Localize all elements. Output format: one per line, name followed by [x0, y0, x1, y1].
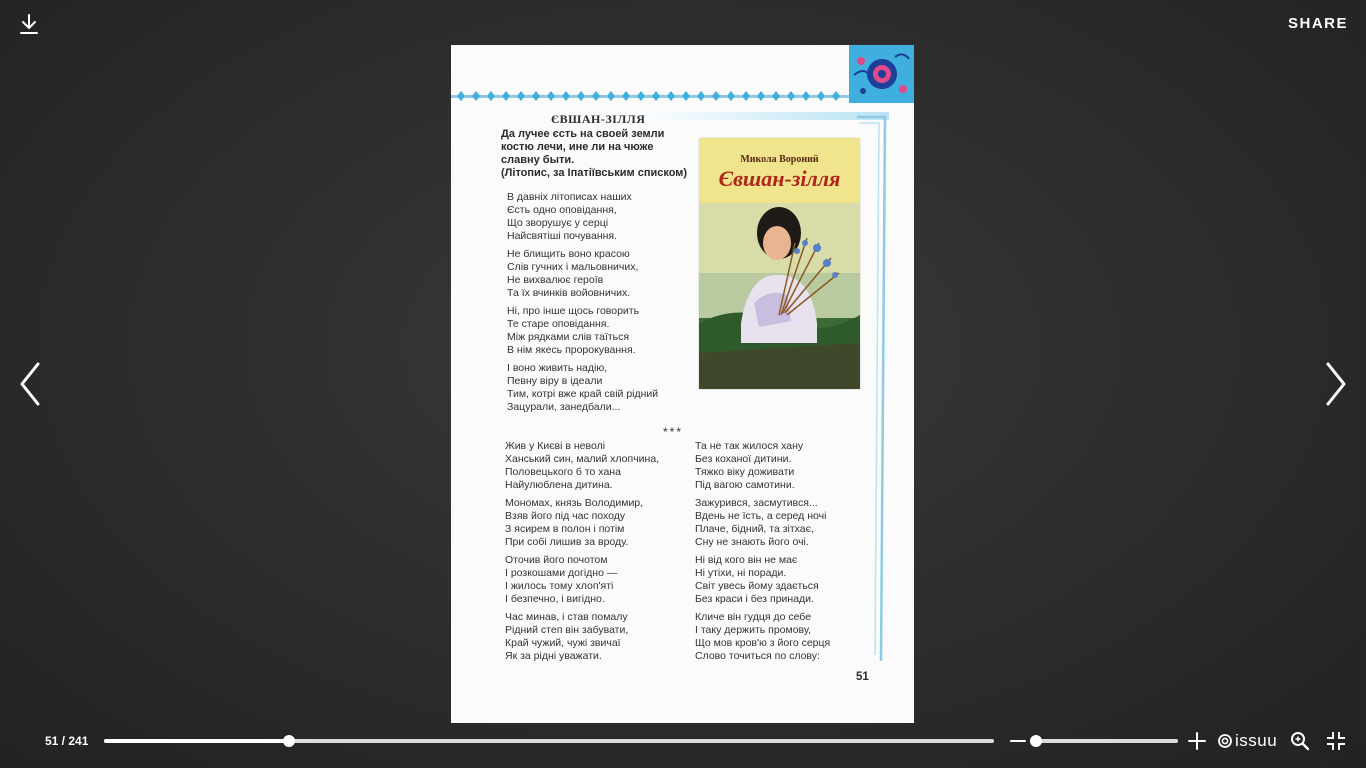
verse-line: Рідний степ він забувати, [505, 624, 629, 636]
verse-line: Плаче, бідний, та зітхає, [695, 523, 814, 535]
verse-line: Не блищить воно красою [507, 248, 630, 260]
page-number: 51 [856, 671, 869, 683]
document-page[interactable] [451, 45, 914, 723]
flower-ornament-icon [849, 45, 914, 103]
stanza [507, 362, 658, 414]
verse-line: Те старе оповідання. [507, 318, 610, 330]
minus-icon [1010, 731, 1026, 751]
book-cover-image [699, 138, 860, 389]
share-button[interactable]: SHARE [1287, 15, 1348, 32]
verse-line: Без краси і без принади. [695, 593, 814, 605]
stanza [505, 554, 617, 606]
page-frame [857, 115, 889, 663]
stanza [505, 497, 643, 549]
verse-line: І воно живить надію, [507, 362, 608, 374]
search-button[interactable] [1290, 731, 1310, 751]
verse-line: З ясирем в полон і потім [505, 523, 625, 535]
epigraph-line: Да лучее єсть на своей земли [501, 128, 665, 140]
verse-line: Що зворушує у серці [507, 217, 609, 229]
stanza [505, 611, 628, 663]
stanza [695, 497, 826, 549]
previous-page-button[interactable] [16, 360, 44, 408]
verse-line: Найсвятіші почування. [507, 230, 618, 242]
zoom-out-button[interactable] [1010, 731, 1026, 751]
stanza [695, 440, 803, 492]
verse-line: Без коханої дитини. [695, 453, 792, 465]
verse-line: Та їх вчинків войовничих. [507, 287, 631, 299]
next-page-button[interactable] [1322, 360, 1350, 408]
epigraph-line: костю лечи, ине ли на чюже [501, 141, 654, 153]
zoom-handle[interactable] [1030, 735, 1042, 747]
verse-line: Ні, про інше щось говорить [507, 305, 640, 317]
verse-line: Тим, котрі вже край свій рідний [507, 388, 659, 400]
verse-line: Сну не знають його очі. [695, 536, 809, 548]
verse-line: Оточив його почотом [505, 554, 608, 566]
zoom-slider[interactable] [1030, 739, 1178, 743]
verse-line: Тяжко віку доживати [695, 466, 795, 478]
verse-line: Зацурали, занедбали... [507, 401, 621, 413]
ornament-corner [849, 45, 914, 103]
ornament-pattern [455, 89, 849, 103]
verse-line: Ні від кого він не має [695, 554, 798, 566]
brand-name: issuu [1235, 731, 1278, 750]
download-icon [18, 12, 40, 36]
top-toolbar [0, 0, 1366, 46]
progress-handle[interactable] [283, 735, 295, 747]
verse-line: Світ увесь йому здається [695, 580, 819, 592]
plus-icon [1188, 732, 1206, 750]
verse-line: Найулюблена дитина. [505, 479, 613, 491]
verse-line: І безпечно, і вигідно. [505, 593, 605, 605]
issuu-logo-link[interactable] [1218, 732, 1277, 750]
verse-line: Певну віру в ідеали [507, 375, 603, 387]
epigraph-line: славну быти. [501, 154, 575, 166]
verse-line: Кличе він гудця до себе [695, 611, 812, 623]
stanza [695, 611, 830, 663]
verse-line: Між рядками слів таїться [507, 331, 630, 343]
stanza [507, 248, 638, 300]
verse-line: Ні утіхи, ні поради. [695, 567, 787, 579]
verse-line: Що мов кров'ю з його серця [695, 637, 831, 649]
page-progress-slider[interactable] [104, 739, 994, 743]
cover-author: Микола Вороний [740, 154, 819, 165]
verse-line: Як за рідні уважати. [505, 650, 602, 662]
stanza [505, 440, 659, 492]
verse-line: Під вагою самотини. [695, 479, 795, 491]
verse-line: В нім якесь пророкування. [507, 344, 636, 356]
search-zoom-icon [1290, 731, 1310, 751]
verse-line: Жив у Києві в неволі [505, 440, 606, 452]
issuu-logo-icon [1218, 734, 1232, 748]
chevron-left-icon [16, 360, 44, 408]
progress-fill [104, 739, 289, 743]
verse-line: Взяв його під час походу [505, 510, 626, 522]
section-separator: *** [663, 425, 684, 439]
verse-line: В давніх літописах наших [507, 191, 632, 203]
title-decoration [627, 112, 889, 120]
verse-line: Не вихвалює героїв [507, 274, 604, 286]
chevron-right-icon [1322, 360, 1350, 408]
download-button[interactable] [18, 12, 40, 36]
cover-illustration [699, 203, 860, 389]
poem-title: ЄВШАН-ЗІЛЛЯ [551, 112, 646, 126]
verse-line: Єсть одно оповідання, [507, 204, 617, 216]
verse-line: Край чужий, чужі звичаї [505, 637, 621, 649]
bottom-toolbar [0, 724, 1366, 768]
zoom-in-button[interactable] [1188, 732, 1206, 750]
epigraph-source: (Літопис, за Іпатіївським списком) [501, 167, 688, 179]
verse-line: Час минав, і став помалу [505, 611, 628, 623]
verse-line: І таку держить промову, [695, 624, 812, 636]
verse-line: І розкошами догідно — [505, 567, 618, 579]
verse-line: Вдень не їсть, а серед ночі [695, 510, 827, 522]
stanza [507, 305, 639, 357]
verse-line: Ханський син, малий хлопчина, [505, 453, 660, 465]
verse-line: При собі лишив за вроду. [505, 536, 629, 548]
verse-line: Половецького б то хана [505, 466, 621, 478]
exit-fullscreen-button[interactable] [1326, 731, 1346, 751]
verse-line: Слів гучних і мальовничих, [507, 261, 639, 273]
cover-title: Євшан-зілля [718, 166, 841, 191]
exit-fullscreen-icon [1326, 731, 1346, 751]
verse-line: І жилось тому хлоп'яті [505, 580, 614, 592]
verse-line: Та не так жилося хану [695, 440, 804, 452]
epigraph [501, 128, 701, 180]
page-counter: 51 / 241 [45, 734, 89, 748]
verse-line: Зажурився, засмутився... [695, 497, 818, 509]
verse-line: Слово точиться по слову: [695, 650, 820, 662]
stanza [507, 191, 632, 243]
verse-line: Мономах, князь Володимир, [505, 497, 644, 509]
stanza [695, 554, 819, 606]
